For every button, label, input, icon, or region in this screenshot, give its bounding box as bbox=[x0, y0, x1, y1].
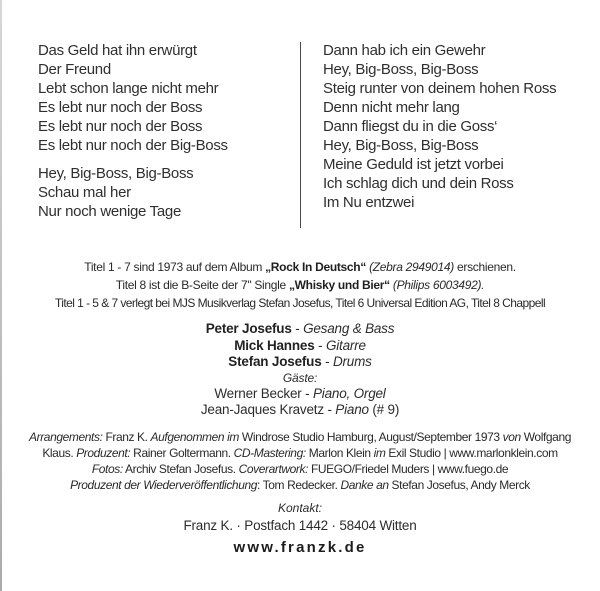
lyric-line: Denn nicht mehr lang bbox=[323, 99, 460, 116]
lyric-line: Dann fliegst du in die Goss‘ bbox=[323, 118, 498, 135]
guests-heading bbox=[0, 371, 600, 386]
lyric-line: Schau mal her bbox=[38, 184, 131, 201]
lyric-line: Nur noch wenige Tage bbox=[38, 203, 181, 220]
release-text: erschienen. bbox=[453, 260, 516, 274]
credit-label: CD-Mastering: bbox=[233, 446, 306, 460]
album-title: „Rock In Deutsch“ bbox=[265, 260, 367, 274]
member-name: Peter Josefus bbox=[205, 321, 292, 336]
credit-label: Produzent: bbox=[76, 446, 131, 460]
lyric-line: Der Freund bbox=[38, 61, 111, 78]
credit-label: Coverartwork: bbox=[238, 462, 309, 476]
catalog-number: (Philips 6003492). bbox=[389, 278, 485, 292]
member-credit bbox=[0, 321, 600, 338]
production-credits bbox=[0, 429, 600, 493]
credit-separator: - bbox=[321, 354, 333, 369]
credit-value: Archiv Stefan Josefus. bbox=[122, 462, 239, 476]
member-credit bbox=[0, 338, 600, 355]
credit-value: Klaus. bbox=[42, 446, 77, 460]
credit-value: Marlon Klein bbox=[305, 446, 374, 460]
credit-value: Franz K. bbox=[102, 430, 151, 444]
member-role: Gesang & Bass bbox=[303, 321, 395, 336]
member-name: Mick Hannes bbox=[234, 337, 315, 353]
member-credit bbox=[0, 354, 600, 371]
credit-label: von bbox=[502, 430, 521, 444]
production-line-reissue bbox=[0, 477, 600, 493]
lyric-line: Es lebt nur noch der Boss bbox=[38, 118, 203, 135]
credit-label: Arrangements: bbox=[29, 430, 103, 444]
member-role: Gitarre bbox=[325, 337, 366, 353]
credit-separator: - bbox=[301, 385, 313, 401]
website-url: www.franzk.de bbox=[233, 539, 367, 556]
credit-value: Windrose Studio Hamburg, August/September 1973 bbox=[238, 430, 503, 444]
release-info-line-album bbox=[0, 258, 600, 276]
lyric-line: Lebt schon lange nicht mehr bbox=[38, 80, 219, 97]
lyric-line: Dann hab ich ein Gewehr bbox=[323, 42, 486, 59]
lyric-line: Steig runter von deinem hohen Ross bbox=[323, 80, 557, 97]
credit-label: Produzent der Wiederveröffentlichung bbox=[70, 478, 258, 492]
member-name: Stefan Josefus bbox=[228, 354, 322, 369]
guest-credit bbox=[0, 386, 600, 403]
credit-value: Exil Studio | www.marlonklein.com bbox=[385, 446, 558, 460]
lyric-line: Ich schlag dich und dein Ross bbox=[323, 175, 514, 192]
lyric-line: Hey, Big-Boss, Big-Boss bbox=[38, 165, 194, 182]
release-info-line-single bbox=[0, 276, 600, 294]
credit-separator: - bbox=[291, 321, 304, 336]
contact-section bbox=[0, 501, 600, 557]
credit-value: Wolfgang bbox=[520, 430, 571, 444]
credit-value: Rainer Goltermann. bbox=[130, 446, 234, 460]
lyrics-right-column bbox=[323, 41, 556, 212]
credit-value: Stefan Josefus, Andy Merck bbox=[388, 478, 530, 492]
credit-label: Fotos: bbox=[91, 462, 123, 476]
release-info bbox=[0, 258, 600, 312]
credit-separator: - bbox=[323, 402, 336, 417]
lyric-line: Hey, Big-Boss, Big-Boss bbox=[323, 61, 479, 78]
lyric-line: Im Nu entzwei bbox=[323, 194, 415, 211]
guests-label: Gäste: bbox=[282, 370, 318, 385]
release-text: Titel 1 - 7 sind 1973 auf dem Album bbox=[84, 260, 266, 274]
release-text: Titel 8 ist die B-Seite der 7" Single bbox=[115, 278, 289, 292]
guest-name: Werner Becker bbox=[214, 385, 302, 401]
lyric-line: Es lebt nur noch der Big-Boss bbox=[38, 137, 228, 154]
lyric-line: Das Geld hat ihn erwürgt bbox=[38, 42, 197, 59]
credit-value: : Tom Redecker. bbox=[257, 478, 341, 492]
lyric-line: Meine Geduld ist jetzt vorbei bbox=[323, 156, 504, 173]
guest-role: Piano bbox=[335, 402, 369, 417]
column-divider bbox=[300, 42, 301, 228]
guest-suffix: (# 9) bbox=[368, 402, 400, 417]
guest-credit bbox=[0, 402, 600, 419]
contact-address: Franz K. · Postfach 1442 · 58404 Witten bbox=[183, 518, 417, 533]
guest-name: Jean-Jaques Kravetz bbox=[200, 402, 324, 417]
contact-heading: Kontakt: bbox=[277, 501, 323, 515]
credit-label: im bbox=[373, 446, 386, 460]
member-role: Drums bbox=[332, 354, 372, 369]
lyrics-left-column bbox=[38, 41, 228, 221]
credit-value: FUEGO/Friedel Muders | www.fuego.de bbox=[308, 462, 509, 476]
production-line-photos bbox=[0, 461, 600, 477]
production-line-recording bbox=[0, 429, 600, 461]
lyric-line: Es lebt nur noch der Boss bbox=[38, 99, 203, 116]
credit-label: Danke an bbox=[340, 478, 389, 492]
guest-role: Piano, Orgel bbox=[312, 385, 386, 401]
credit-separator: - bbox=[314, 337, 326, 353]
catalog-number: (Zebra 2949014) bbox=[366, 260, 454, 274]
release-info-line-publisher: Titel 1 - 5 & 7 verlegt bei MJS Musikverlag Stefan Josefus, Titel 6 Universal Edition AG, Titel 8 Chappell bbox=[54, 296, 546, 310]
lyric-line: Hey, Big-Boss, Big-Boss bbox=[323, 137, 479, 154]
band-credits bbox=[0, 321, 600, 419]
credit-label: Aufgenommen im bbox=[150, 430, 239, 444]
single-title: „Whisky und Bier“ bbox=[288, 278, 390, 292]
